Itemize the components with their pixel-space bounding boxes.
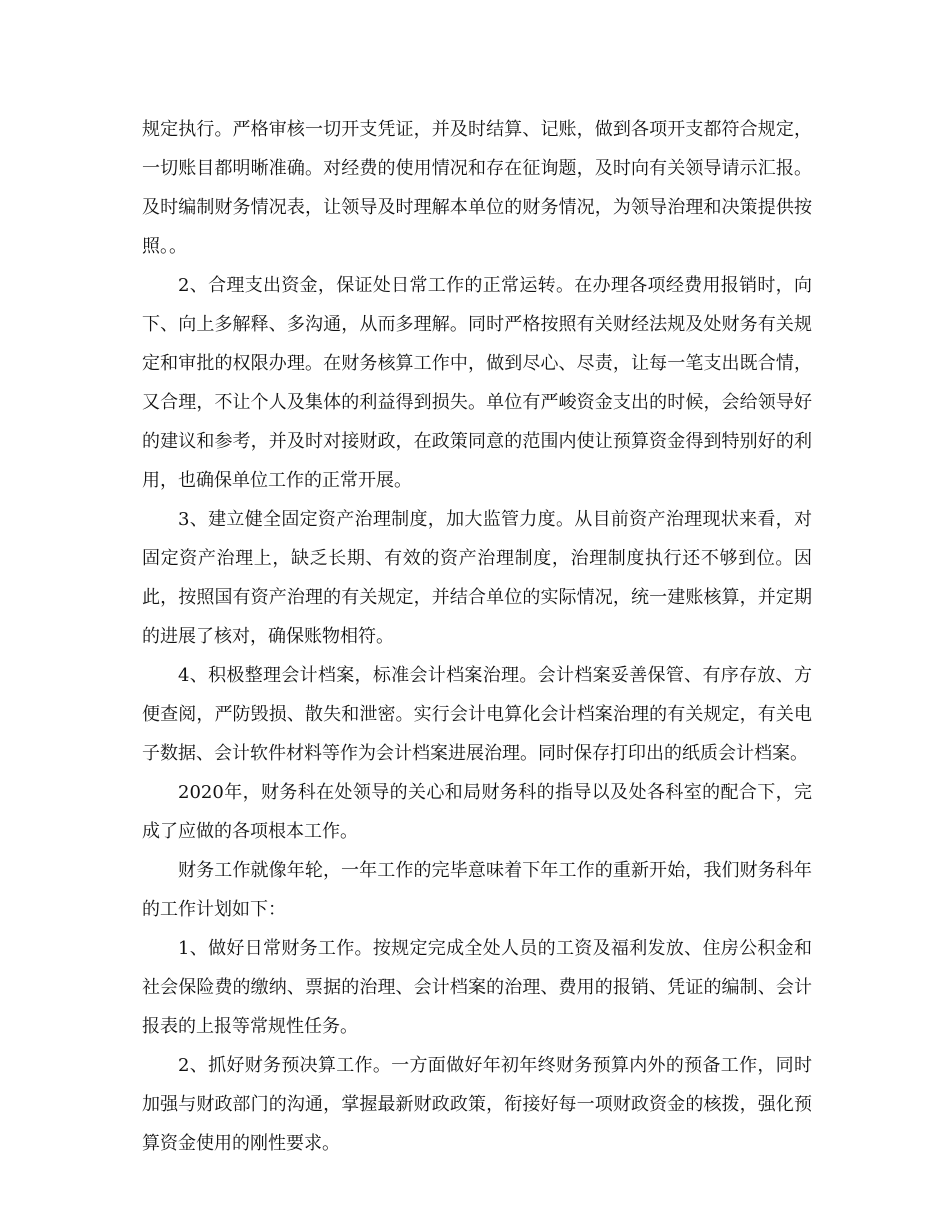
paragraph-plan-item-2: 2、抓好财务预决算工作。一方面做好年初年终财务预算内外的预备工作，同时加强与财政部门的沟通，掌握最新财政政策，衔接好每一项财政资金的核拨，强化预算资金使用的刚性要求。 [142, 1055, 812, 1154]
document-body [142, 110, 812, 1163]
paragraph-continuation: 规定执行。严格审核一切开支凭证，并及时结算、记账，做到各项开支都符合规定，一切账目都明晰准确。对经费的使用情况和存在征询题，及时向有关领导请示汇报。及时编制财务情况表，让领导及时理解本单位的财务情况，为领导治理和决策提供按照。。 [142, 119, 812, 257]
paragraph-item-2: 2、合理支出资金，保证处日常工作的正常运转。在办理各项经费用报销时，向下、向上多解释、多沟通，从而多理解。同时严格按照有关财经法规及处财务有关规定和审批的权限办理。在财务核算工作中，做到尽心、尽责，让每一笔支出既合情，又合理，不让个人及集体的利益得到损失。单位有严峻资金支出的时候，会给领导好的建议和参考，并及时对接财政，在政策同意的范围内使让预算资金得到特别好的利用，也确保单位工作的正常开展。 [142, 275, 812, 491]
paragraph-summary-2020: 2020年，财务科在处领导的关心和局财务科的指导以及处各科室的配合下，完成了应做的各项根本工作。 [142, 782, 812, 842]
paragraph-item-4: 4、积极整理会计档案，标准会计档案治理。会计档案妥善保管、有序存放、方便查阅，严防毁损、散失和泄密。实行会计电算化会计档案治理的有关规定，有关电子数据、会计软件材料等作为会计档案进展治理。同时保存打印出的纸质会计档案。 [142, 665, 812, 764]
paragraph-plan-intro: 财务工作就像年轮，一年工作的完毕意味着下年工作的重新开始，我们财务科年的工作计划如下： [142, 860, 812, 920]
paragraph-plan-item-1: 1、做好日常财务工作。按规定完成全处人员的工资及福利发放、住房公积金和社会保险费的缴纳、票据的治理、会计档案的治理、费用的报销、凭证的编制、会计报表的上报等常规性任务。 [142, 938, 812, 1037]
paragraph-item-3: 3、建立健全固定资产治理制度，加大监管力度。从目前资产治理现状来看，对固定资产治理上，缺乏长期、有效的资产治理制度，治理制度执行还不够到位。因此，按照国有资产治理的有关规定，并结合单位的实际情况，统一建账核算，并定期的进展了核对，确保账物相符。 [142, 509, 812, 647]
